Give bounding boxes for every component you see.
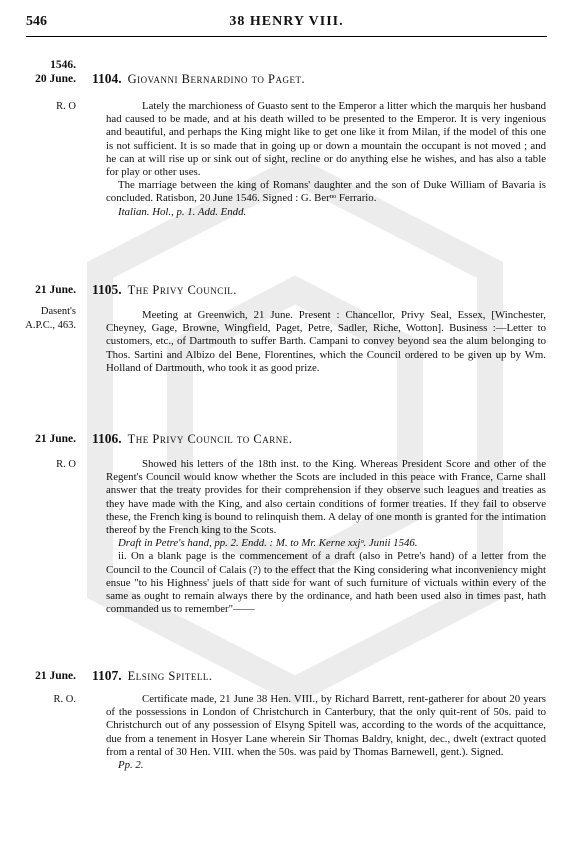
entry-date: 20 June. bbox=[35, 73, 76, 85]
entry-date: 21 June. bbox=[35, 284, 76, 296]
entry-reference: R. O. bbox=[53, 694, 76, 705]
entry-heading: The Privy Council to Carne. bbox=[127, 432, 293, 446]
entry-title bbox=[92, 668, 212, 684]
paragraph: Lately the marchioness of Guasto sent to the Emperor a litter which the marquis her husband had caused to be made, and at his death willed to be presented to the Emperor. It is very ingenious and beautiful, and perhaps the King might like to get one like it from Milan, if the model of this one is not sufficient. It is so made that in going up or down a mountain the occupant is not moved ; and he can at will rise up or sink out of sight, recline or do anything else he wishes, and has also a table for play or other uses. bbox=[106, 100, 546, 179]
entry-title bbox=[92, 71, 305, 87]
paragraph: Certificate made, 21 June 38 Hen. VIII., by Richard Barrett, rent-gatherer for about 20 years of the possessions in London of Christchurch in Canterbury, that the only quit-rent of 50s. paid to Christchurch out of any possession of Elsyng Spitell was, according to the words of the acquittance, due from a tenement in Hosyer Lane wherein Sir Thomas Baldry, knight, dec., dwelt (extract quoted from a rental of 30 Hen. VIII. when the 50s. was paid by Thomas Barnewell, gent.). Signed. bbox=[106, 693, 546, 758]
entry-reference: R. O bbox=[56, 101, 76, 112]
entry-title bbox=[92, 282, 237, 298]
entry-heading: The Privy Council. bbox=[127, 283, 237, 297]
entry-heading: Giovanni Bernardino to Paget. bbox=[127, 72, 306, 86]
entry-reference: R. O bbox=[56, 459, 76, 470]
entry-number: 1106. bbox=[92, 431, 122, 446]
page-header bbox=[26, 14, 547, 37]
entry-body bbox=[106, 693, 546, 772]
entry-reference: Dasent's A.P.C., 463. bbox=[25, 306, 76, 331]
paragraph: ii. On a blank page is the commencement of a draft (also in Petre's hand) of a letter from the Council to the Council of Calais (?) to the effect that the King considering what inconveniency might ensue "to his Highness' juels of thatt side for want of such furniture of victuals within every of the same as ought to remain always there by the ordinance, and hath been used also in times past, hath commanded us to remember"—— bbox=[106, 550, 546, 616]
entry-body bbox=[106, 309, 546, 375]
entry-title bbox=[92, 431, 292, 447]
entry-date: 21 June. bbox=[35, 670, 76, 682]
watermark-logo-icon bbox=[60, 150, 530, 710]
page-number: 546 bbox=[26, 14, 47, 29]
paragraph: The marriage between the king of Romans' daughter and the son of Duke William of Bavaria is concluded. Ratisbon, 20 June 1546. Signed : G. Berⁿᵒ Ferrario. bbox=[106, 179, 546, 205]
running-title: 38 HENRY VIII. bbox=[229, 14, 344, 29]
entry-footnote: Italian. Hol., p. 1. Add. Endd. bbox=[118, 205, 247, 218]
entry-date: 21 June. bbox=[35, 433, 76, 445]
entry-footnote: Draft in Petre's hand, pp. 2. Endd. : M. to Mr. Kerne xxjᵒ. Junii 1546. bbox=[118, 537, 418, 550]
entry-heading: Elsing Spitell. bbox=[127, 669, 213, 683]
entry-number: 1104. bbox=[92, 71, 122, 86]
entry-footnote: Pp. 2. bbox=[118, 759, 144, 772]
entry-year: 1546. bbox=[50, 59, 76, 71]
entry-body bbox=[106, 100, 546, 219]
entry-body bbox=[106, 458, 546, 616]
paragraph: Showed his letters of the 18th inst. to the King. Whereas President Score and other of the Regent's Council would know whether the Scots are included in this peace with France, Carne shall answer that the treaty provides for their comprehension if they observe such leagues and treaties as they have made with the King, and also certain conditions of former treaties. If they fail to observe these, the French king is bound to relinquish them. A delay of one month is granted for the intimation thereof by the French king to the Scots. bbox=[106, 458, 546, 537]
paragraph: Meeting at Greenwich, 21 June. Present : Chancellor, Privy Seal, Essex, [Winchester, Cheyney, Gage, Browne, Wingfield, Paget, Petre, Sadler, Riche, Wotton]. Business :—Letter to customers, etc., of Dartmouth to suffer Barth. Campani to convey beyond sea the alum belonging to Thos. Sartini and Albizo del Bene, Florentines, which the Council ordered to be given up by Wm. Holland of Dartmouth, who took it as good prize. bbox=[106, 309, 546, 374]
entry-number: 1105. bbox=[92, 282, 122, 297]
entry-number: 1107. bbox=[92, 668, 122, 683]
